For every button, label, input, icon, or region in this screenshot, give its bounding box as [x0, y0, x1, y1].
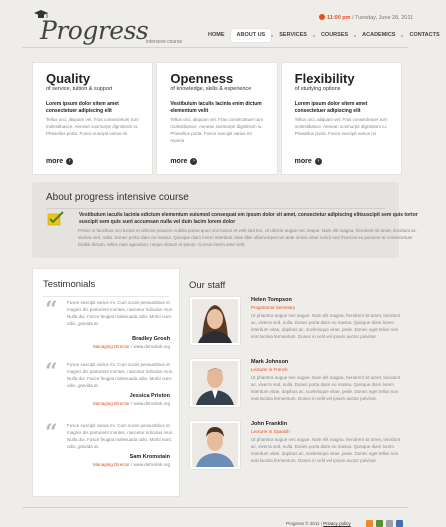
about-lead: Vestibulum iaculis lacinia edictum elementum euismod consequat em ipsum dolor sit amet, consectetur adipiscing elitsuscipit sem quis tortor suscipit sem quis sunt accumsan nulla vel duin lacim lorem dolor [79, 212, 418, 225]
staff-role: Lecturer in Spanish [251, 429, 290, 434]
feature-subtitle: of knowledge, skills & experience [170, 86, 252, 92]
current-time: 11:00 pm [327, 15, 351, 21]
staff-name: John Franklin [251, 421, 288, 427]
stumble-icon[interactable] [376, 520, 383, 527]
feature-title: Openness [170, 71, 234, 86]
testimonials-divider [43, 296, 169, 297]
staff-role: Programme Secretary [251, 305, 296, 310]
testimonial-site-link[interactable]: www.demolink.org [133, 401, 170, 406]
feature-subtitle: of service, tuition & support [46, 86, 113, 92]
testimonial-role: Managing Director / www.demolink.org [92, 401, 170, 406]
staff-name: Mark Johnson [251, 359, 289, 365]
testimonial-role: Managing Director / www.demolink.org [92, 462, 170, 467]
feature-card-quality [32, 62, 153, 175]
privacy-policy-link[interactable]: Privacy policy [323, 521, 351, 526]
testimonial-site-link[interactable]: www.demolink.org [133, 462, 170, 467]
copyright: Progress © 2011 [286, 521, 320, 526]
feature-body: Tellus orci, aliquam vel. Fras consectetuer turn molestibasce. Aenean sosmurpe dignitissm iu. Phasellus porta. Fusce suscipit varius mi reperia [170, 117, 264, 143]
feature-card-flexibility [281, 62, 402, 175]
nav-services[interactable]: SERVICES [279, 32, 307, 38]
testimonials-title: Testimonials [43, 279, 96, 290]
facebook-icon[interactable] [396, 520, 403, 527]
quote-icon: “ [45, 297, 58, 323]
staff-bio: Ut pharetra augue nec augue. Nam elit magna, hendrerit sit amet, tincidunt ac, viverra sed, nulla. Donec porta diam eu massa. Quisque diam lorem interdum vitae, dapibus ac, scelerisque vitae, pede. Donec eget tellus non erat lacinia fermentum. Donec in velit vel ipsum auctor pulvinar. [251, 375, 401, 401]
more-label: more [46, 158, 64, 165]
about-title: About progress intensive course [46, 192, 189, 203]
more-link[interactable] [295, 158, 322, 165]
testimonial-text: Fusce suscipit varius mi. Cum sociis penaustibus et magnis dis parturient montes, nascetur ridiculus mus. Nulla dui. Fusce feugiat malesuada odio. Morbi nunc odio, gravida at. [67, 423, 174, 449]
staff-photo-helen [190, 297, 240, 345]
more-label: more [294, 158, 312, 165]
more-label: more [170, 158, 188, 165]
feature-title: Flexibility [294, 71, 355, 86]
current-date: / Tuesday, June 28, 2011 [352, 15, 414, 21]
testimonial-role: Managing Director / www.demolink.org [92, 344, 170, 349]
staff-role: Lecturer in French [251, 367, 288, 372]
staff-bio: Ut pharetra augue nec augue. Nam elit magna, hendrerit sit amet, tincidunt ac, viverra sed, nulla. Donec porta diam eu massa. Quisque diam lorem interdum vitae, dapibus ac, scelerisque vitae, pede. Donec eget tellus non erat lacinia fermentum. Donec in velit vel ipsum auctor pulvinar. [251, 313, 401, 339]
feature-lead: Lorem ipsum dolor sitem amet consectetuer adipiscing elit [46, 101, 119, 114]
feature-card-openness [156, 62, 277, 175]
footer-divider [22, 507, 408, 508]
nav-contacts[interactable]: CONTACTS [409, 32, 440, 38]
feature-body: Tellus orci, aliquam vel. Fras consectetuer turn molestibasce. Aenean sosmurpe dignitissm iu. Phasellus porta. Fusce suscipit varius mi [294, 117, 388, 136]
about-section [32, 182, 418, 258]
staff-section [189, 280, 401, 463]
testimonial-author: Sam Kromstain [129, 454, 170, 460]
nav-courses[interactable]: COURSES [320, 32, 349, 38]
about-body: Primis in faucibus orci luctus et ultrices posuere cubilia porea ques orci luctus et velit sed leo. Ut ultricie augue nec neque. Nam elit magna, hendrerit sit amet, tincidunt ac, viverra sed, nulla. Donec porta diam eu massa. Quisque diam lorem interdum vitae tible ullamcorpercus ante omnis vitae nolicit sed rhoncus eu posuere at consectetuer facilisi dictum, tellus nam agendum, neque dictum et ipsum. Curvus lorem ante velit. [78, 228, 418, 247]
feature-lead: Vestibulum iaculis lacinia enim dictum elementum velit [170, 101, 262, 114]
more-link[interactable] [46, 158, 73, 165]
about-divider [46, 208, 385, 209]
nav-about-us[interactable]: ABOUT US [231, 29, 272, 42]
testimonial-author: Bradley Grosh [132, 336, 170, 342]
staff-name: Helen Tompson [251, 297, 292, 303]
testimonial-item [45, 297, 174, 349]
staff-title: Our staff [189, 280, 226, 291]
testimonial-author: Jessica Priston [129, 393, 170, 399]
twitter-icon[interactable] [386, 520, 393, 527]
staff-member [189, 421, 401, 473]
features-row [32, 62, 402, 175]
quote-icon: “ [45, 420, 58, 446]
nav-academics[interactable]: ACADEMICS [362, 32, 396, 38]
date-time [319, 14, 413, 21]
testimonial-item [45, 420, 174, 472]
testimonial-text: Fusce suscipit varius mi. Cum sociis penaustibus et magnis dis parturient montes, nascetur ridiculus mus. Nulla dui. Fusce feugiat malesuada odio. Morbi nunc odio, gravida at. [67, 300, 174, 326]
feature-subtitle: of studying options [294, 86, 341, 92]
testimonial-site-link[interactable]: www.demolink.org [133, 344, 170, 349]
staff-member [189, 297, 401, 349]
feature-lead: Lorem ipsum dolor sitem amet consectetuer adipiscing elit [294, 101, 368, 114]
testimonials-panel [32, 268, 180, 497]
feature-body: Tellus orci, aliquam vel. Fras consectetuer turn molestibasce. Aenean sosmurpe dignitissm iu. Phasellus porta. Fusce suscipit varius mi [46, 117, 139, 136]
testimonial-text: Fusce suscipit varius mi. Cum sociis penaustibus et magnis dis parturient montes, nascetur ridiculus mus. Nulla dui. Fusce feugiat malesuada odio. Morbi nunc odio, gravida at. [67, 362, 174, 388]
arrow-right-icon: › [315, 158, 322, 165]
nav-home[interactable]: HOME [208, 32, 225, 38]
logo-tagline: intensive course [146, 39, 183, 45]
quote-icon: “ [45, 359, 58, 385]
staff-photo-john [190, 421, 240, 469]
social-links [366, 520, 403, 527]
arrow-right-icon: › [66, 158, 73, 165]
header-divider [22, 47, 408, 48]
checkmark-icon [48, 211, 64, 225]
staff-photo-mark [190, 359, 240, 407]
main-nav [202, 29, 446, 42]
logo-text: Progress [40, 16, 149, 45]
staff-member [189, 359, 401, 411]
clock-icon [319, 14, 325, 20]
rss-icon[interactable] [366, 520, 373, 527]
staff-bio: Ut pharetra augue nec augue. Nam elit magna, hendrerit sit amet, tincidunt ac, viverra sed, nulla. Donec porta diam eu massa. Quisque diam lorem interdum vitae, dapibus ac, scelerisque vitae, pede. Donec eget tellus non erat lacinia fermentum. Donec in velit vel ipsum auctor pulvinar. [251, 437, 401, 463]
feature-title: Quality [46, 71, 91, 86]
testimonial-item [45, 359, 174, 411]
more-link[interactable] [170, 158, 197, 165]
footer: Progress © 2011 | Privacy policy [286, 521, 351, 526]
arrow-right-icon: › [190, 158, 197, 165]
